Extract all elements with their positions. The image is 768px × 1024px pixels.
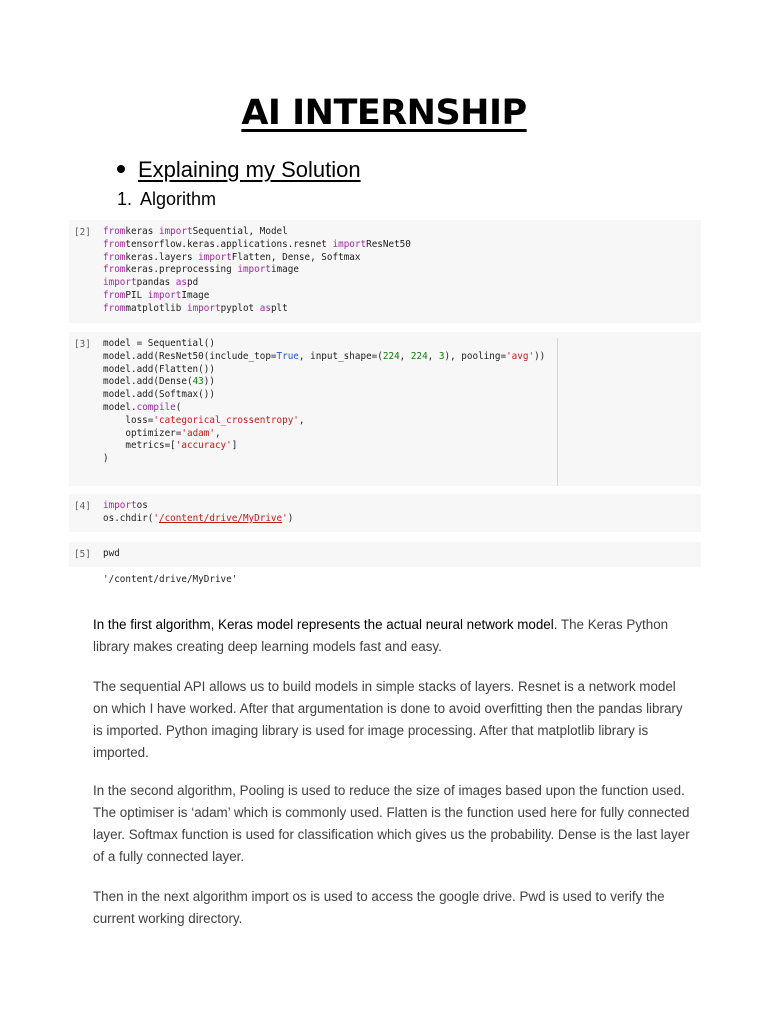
code-cell-imports[interactable] <box>69 220 701 323</box>
code-token: 3 <box>438 350 445 362</box>
code-token: ] <box>231 440 238 452</box>
code-token: ) <box>103 453 109 465</box>
code-token: from <box>103 226 126 237</box>
code-token: PIL <box>125 289 148 301</box>
code-token: model.add(Softmax()) <box>103 389 215 401</box>
code-token: model.add(Dense( <box>103 376 193 388</box>
code-token: ' <box>282 512 288 524</box>
code-token: , <box>298 414 305 426</box>
paragraph-text: The sequential API allows us to build models in simple stacks of layers. Resnet is a network model on which I have worked. After that argumentation is done to avoid overfitting then the pandas library is imported. Python imaging library is used for image processing. After that matplotlib library is imported. <box>93 679 683 760</box>
code-block <box>103 500 293 526</box>
code-token: , <box>399 350 411 362</box>
code-token: ), pooling= <box>444 350 507 362</box>
code-line <box>103 264 411 277</box>
code-block <box>103 226 411 316</box>
code-token: import <box>237 264 271 276</box>
bullet-heading-text: Explaining my Solution <box>138 157 361 182</box>
bullet-dot-icon <box>117 165 125 173</box>
code-token: model. <box>103 401 137 413</box>
code-line <box>103 338 545 351</box>
code-token: model.add(ResNet50(include_top= <box>103 350 277 362</box>
code-token: keras <box>125 226 159 237</box>
code-token: 'categorical_crossentropy' <box>153 414 299 426</box>
code-line <box>103 500 293 513</box>
paragraph-text: In the second algorithm, Pooling is used to reduce the size of images based upon the function used. The optimiser is ‘adam’ which is commonly used. Flatten is the function used here for fully connected layer. Softmax function is used for classification which gives us the probability. Dense is the last layer of a fully connected layer. <box>93 783 690 864</box>
code-token: os.chdir( <box>103 512 154 524</box>
code-token: Image <box>181 289 210 301</box>
code-token: 224 <box>410 350 428 362</box>
paragraph <box>93 780 693 868</box>
code-token: as <box>259 302 271 314</box>
code-token: )) <box>534 350 546 362</box>
code-cell-model[interactable] <box>69 332 701 486</box>
code-token: plt <box>270 302 288 314</box>
code-line <box>103 290 411 303</box>
code-token: from <box>103 264 126 276</box>
code-cell-pwd[interactable] <box>69 542 701 567</box>
code-token: from <box>103 302 126 314</box>
cell-output: '/content/drive/MyDrive' <box>103 574 238 585</box>
code-token: image <box>270 264 299 276</box>
code-token: True <box>276 350 299 362</box>
code-token: import <box>332 238 367 250</box>
code-token: from <box>103 289 126 301</box>
code-token: metrics=[ <box>103 440 176 452</box>
paragraph <box>93 614 693 658</box>
code-token: from <box>103 238 126 250</box>
code-token: ' <box>153 512 159 524</box>
code-token: optimizer= <box>103 427 182 439</box>
paragraph <box>93 676 693 764</box>
code-line <box>103 226 411 239</box>
code-token: Sequential, Model <box>192 226 288 237</box>
code-token: 'adam' <box>181 427 215 439</box>
code-line <box>103 415 545 428</box>
code-token: import <box>103 277 137 289</box>
bullet-heading <box>117 157 361 183</box>
code-token: 'avg' <box>506 350 535 362</box>
code-block <box>103 338 545 466</box>
code-token: , input_shape=( <box>298 350 383 362</box>
page-title: AI INTERNSHIP <box>241 93 527 133</box>
numbered-heading-number: 1. <box>117 189 133 209</box>
code-token: model.add(Flatten()) <box>103 363 215 375</box>
code-token: matplotlib <box>125 302 187 314</box>
code-token: import <box>158 226 193 237</box>
paragraph-lead: In the first algorithm, Keras model represents the actual neural network model. <box>93 617 558 632</box>
code-token: /content/drive/MyDrive <box>158 512 283 524</box>
paragraph-text: The Keras Python library makes creating deep learning models fast and easy. <box>93 617 669 654</box>
code-token: loss= <box>103 414 154 426</box>
code-block <box>103 548 120 561</box>
code-token: 'accuracy' <box>175 440 232 452</box>
code-token: 43 <box>192 376 204 388</box>
code-token: model = Sequential() <box>103 338 215 349</box>
code-token: pandas <box>136 277 176 289</box>
code-line <box>103 402 545 415</box>
code-token: , <box>214 427 221 439</box>
code-token: pyplot <box>220 302 260 314</box>
code-token: import <box>186 302 221 314</box>
cell-prompt: [3] <box>74 339 91 350</box>
code-line <box>103 277 411 290</box>
code-token: import <box>103 500 137 511</box>
cell-divider <box>557 338 558 486</box>
code-line <box>103 351 545 364</box>
code-token: as <box>175 277 187 289</box>
code-line <box>103 252 411 265</box>
code-token: compile <box>136 401 176 413</box>
code-token: Flatten, Dense, Softmax <box>231 251 361 263</box>
code-line <box>103 548 120 561</box>
code-token: )) <box>203 376 215 388</box>
code-token: import <box>147 289 182 301</box>
code-token: pd <box>186 277 199 289</box>
numbered-heading-text: Algorithm <box>140 189 217 209</box>
cell-prompt: [4] <box>74 501 91 512</box>
code-token: tensorflow.keras.applications.resnet <box>125 238 333 250</box>
code-cell-os[interactable] <box>69 494 701 532</box>
cell-prompt: [2] <box>74 227 91 238</box>
code-line <box>103 513 293 526</box>
code-token: import <box>198 251 232 263</box>
code-line <box>103 239 411 252</box>
code-token: ( <box>175 401 182 413</box>
paragraph-text: Then in the next algorithm import os is used to access the google drive. Pwd is used to verify the current working directory. <box>93 889 665 926</box>
code-token: 224 <box>382 350 400 362</box>
code-token: , <box>427 350 439 362</box>
code-token: ) <box>287 512 294 524</box>
cell-prompt: [5] <box>74 549 91 560</box>
code-line <box>103 440 545 453</box>
code-line <box>103 303 411 316</box>
code-token: keras.preprocessing <box>125 264 238 276</box>
code-token: ResNet50 <box>366 238 411 250</box>
code-token: keras.layers <box>125 251 199 263</box>
code-line <box>103 364 545 377</box>
code-token: from <box>103 251 126 263</box>
code-line <box>103 389 545 402</box>
numbered-heading <box>117 189 216 210</box>
code-token: pwd <box>103 548 120 559</box>
paragraph <box>93 886 693 930</box>
code-line <box>103 453 545 466</box>
code-token: os <box>136 500 148 511</box>
code-line <box>103 428 545 441</box>
code-line <box>103 376 545 389</box>
